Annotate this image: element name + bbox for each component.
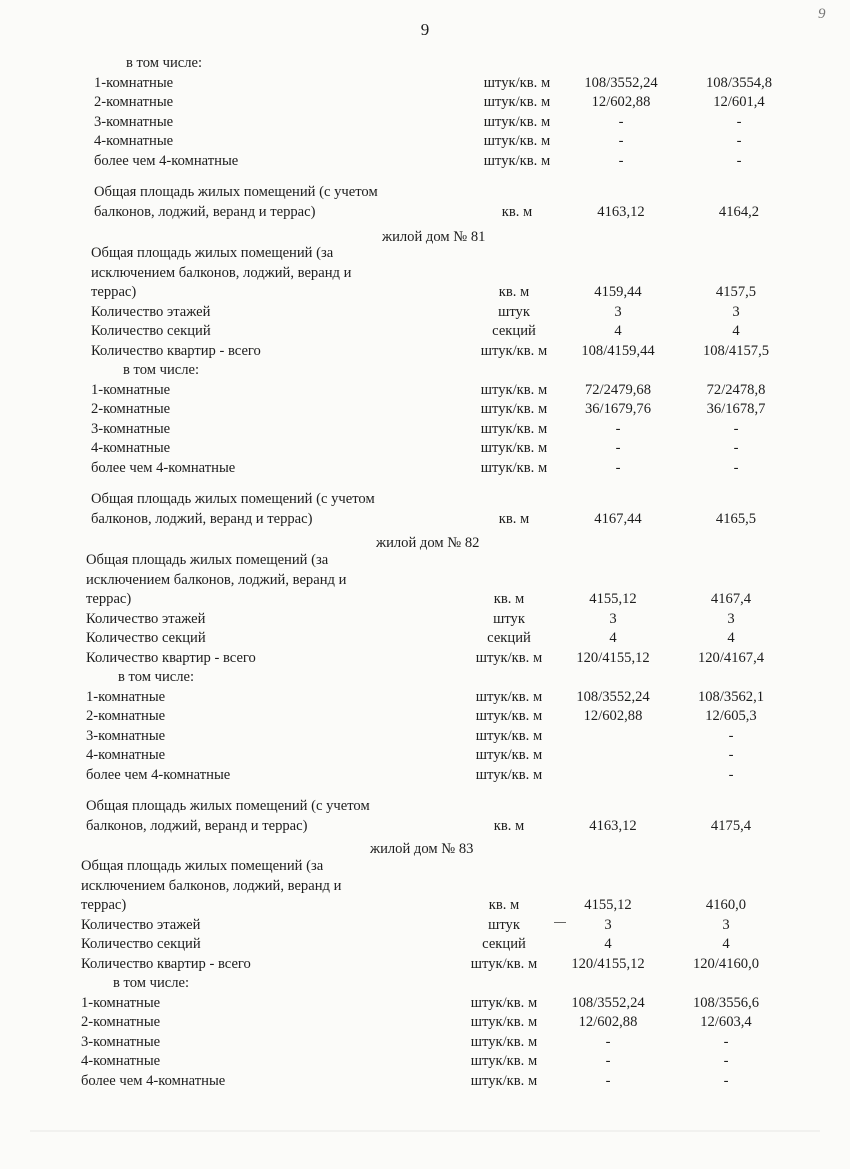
row-design-value: 12/602,88 [583, 708, 643, 724]
row-label: более чем 4-комнатные [81, 1072, 226, 1089]
table-row [91, 283, 831, 303]
row-unit: штук/кв. м [475, 727, 543, 744]
row-actual-value: - [728, 766, 734, 783]
row-label: 1-комнатные [86, 688, 166, 705]
row-unit: кв. м [493, 591, 525, 607]
table-row [81, 1072, 821, 1092]
row-unit: штук/кв. м [483, 152, 551, 169]
row-actual-value: 4167,4 [710, 591, 752, 607]
row-label: Количество этажей [91, 303, 211, 320]
row-actual-value: 120/4167,4 [697, 649, 765, 666]
row-unit: штук/кв. м [483, 113, 551, 130]
table-row [94, 183, 834, 203]
row-label: Общая площадь жилых помещений (с учетом [91, 491, 375, 507]
row-unit: штук/кв. м [475, 649, 543, 666]
row-design-value: 108/3552,24 [584, 74, 658, 91]
table-row [81, 1013, 821, 1033]
row-label: Общая площадь жилых помещений (за [81, 858, 324, 874]
row-design-value: - [605, 1072, 611, 1089]
row-actual-value: - [736, 133, 742, 149]
row-label: исключением балконов, лоджий, веранд и [81, 877, 342, 894]
table-row [91, 303, 831, 323]
row-unit: секций [492, 323, 536, 339]
row-actual-value: 4175,4 [710, 817, 752, 834]
table-row [81, 857, 821, 877]
pen-stroke [554, 922, 566, 923]
row-design-value: 120/4155,12 [576, 649, 650, 666]
row-label: Общая площадь жилых помещений (за [91, 245, 334, 261]
row-label: 2-комнатные [94, 94, 174, 110]
row-label: Количество квартир - всего [91, 342, 261, 359]
row-label: 3-комнатные [91, 420, 171, 437]
row-design-value: 4155,12 [589, 591, 637, 607]
row-label: 4-комнатные [86, 747, 166, 763]
row-design-value: - [618, 152, 624, 169]
row-unit: штук/кв. м [470, 1014, 538, 1030]
row-design-value: 3 [604, 916, 612, 933]
row-label: балконов, лоджий, веранд и террас) [91, 510, 313, 527]
row-label: балконов, лоджий, веранд и террас) [86, 817, 308, 834]
row-label: Количество квартир - всего [86, 649, 256, 666]
row-unit: штук/кв. м [475, 688, 543, 705]
row-label: в том числе: [126, 55, 203, 71]
row-label: более чем 4-комнатные [94, 152, 239, 169]
row-unit: штук [488, 916, 520, 933]
row-label: Общая площадь жилых помещений (за [86, 552, 329, 568]
row-label: 4-комнатные [81, 1053, 161, 1069]
row-label: в том числе: [113, 975, 190, 991]
table-row [86, 707, 826, 727]
table-row [94, 203, 834, 223]
table-row [91, 459, 831, 479]
table-row [86, 551, 826, 571]
table-row [86, 649, 826, 669]
row-label: 1-комнатные [94, 74, 174, 91]
table-row [94, 152, 834, 172]
row-label: 2-комнатные [86, 708, 166, 724]
row-label: 4-комнатные [91, 440, 171, 456]
row-design-value: - [618, 133, 624, 149]
row-unit: штук/кв. м [480, 401, 548, 417]
row-design-value: 108/3552,24 [571, 994, 645, 1011]
row-label: Количество квартир - всего [81, 955, 251, 972]
row-label: 2-комнатные [91, 401, 171, 417]
table-row [91, 361, 831, 381]
table-row [94, 54, 834, 74]
row-label: террас) [91, 284, 137, 300]
row-label: Количество секций [86, 630, 206, 646]
row-label: балконов, лоджий, веранд и террас) [94, 203, 316, 220]
table-row [94, 74, 834, 94]
row-actual-value: - [733, 420, 739, 437]
row-unit: кв. м [488, 897, 520, 913]
table-row [91, 420, 831, 440]
section-block [91, 244, 831, 529]
row-actual-value: 12/601,4 [713, 94, 765, 110]
row-actual-value: - [733, 459, 739, 476]
row-design-value: - [605, 1053, 611, 1069]
row-unit: кв. м [498, 510, 530, 527]
row-design-value: 3 [614, 303, 622, 320]
row-unit: штук/кв. м [480, 440, 548, 456]
row-design-value: 4 [609, 630, 617, 646]
row-label: 1-комнатные [91, 381, 171, 398]
row-design-value: 36/1679,76 [584, 401, 652, 417]
row-actual-value: 4164,2 [718, 203, 760, 220]
row-spacer [86, 785, 826, 797]
row-spacer [94, 171, 834, 183]
row-unit: штук/кв. м [483, 133, 551, 149]
table-row [86, 629, 826, 649]
table-row [94, 93, 834, 113]
row-design-value: 120/4155,12 [571, 955, 645, 972]
row-actual-value: - [733, 440, 739, 456]
table-row [81, 994, 821, 1014]
row-unit: штук/кв. м [480, 420, 548, 437]
row-unit: штук/кв. м [480, 459, 548, 476]
row-actual-value: - [728, 727, 734, 744]
row-label: 3-комнатные [81, 1033, 161, 1050]
row-design-value: 108/3552,24 [576, 688, 650, 705]
row-label: 1-комнатные [81, 994, 161, 1011]
row-design-value: 4167,44 [594, 510, 642, 527]
table-row [81, 877, 821, 897]
row-label: Общая площадь жилых помещений (с учетом [86, 798, 370, 814]
row-unit: секций [487, 630, 531, 646]
row-unit: кв. м [493, 817, 525, 834]
table-row [81, 1052, 821, 1072]
row-label: исключением балконов, лоджий, веранд и [86, 571, 347, 588]
section-block [86, 551, 826, 836]
section-heading: жилой дом № 82 [376, 535, 480, 551]
row-label: Общая площадь жилых помещений (с учетом [94, 184, 378, 200]
row-design-value: 108/4159,44 [581, 342, 655, 359]
row-label: террас) [81, 897, 127, 913]
row-label: в том числе: [123, 362, 200, 378]
row-actual-value: 4 [732, 323, 740, 339]
row-design-value: 12/602,88 [578, 1014, 638, 1030]
row-design-value: 3 [609, 610, 617, 627]
table-row [91, 439, 831, 459]
row-unit: секций [482, 936, 526, 952]
table-row [91, 244, 831, 264]
corner-handwritten-mark: 9 [818, 6, 826, 22]
row-design-value: 4163,12 [589, 817, 637, 834]
row-label: Количество секций [91, 323, 211, 339]
row-design-value: 4163,12 [597, 203, 645, 220]
section-block [81, 857, 821, 1091]
table-row [86, 688, 826, 708]
row-label: 3-комнатные [86, 727, 166, 744]
row-label: более чем 4-комнатные [91, 459, 236, 476]
row-unit: штук/кв. м [470, 955, 538, 972]
row-label: 3-комнатные [94, 113, 174, 130]
table-row [91, 381, 831, 401]
row-unit: штук/кв. м [475, 747, 543, 763]
row-actual-value: 108/3556,6 [692, 994, 760, 1011]
row-unit: штук/кв. м [470, 1033, 538, 1050]
table-row [86, 590, 826, 610]
row-design-value: - [615, 459, 621, 476]
row-actual-value: 12/603,4 [700, 1014, 752, 1030]
row-design-value: 4 [614, 323, 622, 339]
row-actual-value: 108/3554,8 [705, 74, 773, 91]
scan-shadow [30, 1130, 820, 1132]
table-row [94, 113, 834, 133]
row-label: 2-комнатные [81, 1014, 161, 1030]
row-unit: штук/кв. м [483, 94, 551, 110]
row-unit: кв. м [501, 203, 533, 220]
table-row [86, 817, 826, 837]
row-unit: штук [498, 303, 530, 320]
row-unit: штук/кв. м [480, 342, 548, 359]
row-label: Количество секций [81, 936, 201, 952]
row-label: исключением балконов, лоджий, веранд и [91, 264, 352, 281]
row-unit: штук [493, 610, 525, 627]
row-design-value: 4159,44 [594, 284, 642, 300]
row-actual-value: 4 [727, 630, 735, 646]
row-label: Количество этажей [86, 610, 206, 627]
row-actual-value: 4160,0 [705, 897, 747, 913]
table-row [94, 132, 834, 152]
table-row [81, 935, 821, 955]
table-row [86, 610, 826, 630]
row-actual-value: 3 [722, 916, 730, 933]
table-row [91, 400, 831, 420]
row-actual-value: - [723, 1072, 729, 1089]
row-actual-value: - [728, 747, 734, 763]
row-actual-value: - [736, 113, 742, 130]
row-design-value: - [615, 420, 621, 437]
table-row [81, 1033, 821, 1053]
table-row [81, 955, 821, 975]
row-unit: штук/кв. м [475, 766, 543, 783]
row-design-value: - [605, 1033, 611, 1050]
section-block [94, 54, 834, 222]
row-actual-value: - [723, 1053, 729, 1069]
table-row [86, 727, 826, 747]
row-design-value: 4155,12 [584, 897, 632, 913]
section-heading: жилой дом № 83 [370, 841, 474, 857]
table-row [81, 916, 821, 936]
row-actual-value: 3 [727, 610, 735, 627]
row-actual-value: 108/4157,5 [702, 342, 770, 359]
row-unit: штук/кв. м [480, 381, 548, 398]
row-actual-value: - [723, 1033, 729, 1050]
row-unit: штук/кв. м [483, 74, 551, 91]
table-row [81, 896, 821, 916]
row-actual-value: 3 [732, 303, 740, 320]
row-actual-value: 12/605,3 [705, 708, 757, 724]
row-unit: штук/кв. м [470, 1053, 538, 1069]
row-design-value: 72/2479,68 [584, 381, 652, 398]
row-actual-value: 4 [722, 936, 730, 952]
row-actual-value: 72/2478,8 [706, 381, 766, 398]
table-row [86, 746, 826, 766]
row-design-value: - [618, 113, 624, 130]
row-design-value: 12/602,88 [591, 94, 651, 110]
row-label: террас) [86, 591, 132, 607]
table-row [81, 974, 821, 994]
row-label: Количество этажей [81, 916, 201, 933]
row-actual-value: 4157,5 [715, 284, 757, 300]
page-number: 9 [420, 20, 430, 39]
table-row [86, 571, 826, 591]
row-label: более чем 4-комнатные [86, 766, 231, 783]
table-row [91, 490, 831, 510]
row-actual-value: 108/3562,1 [697, 688, 765, 705]
row-spacer [91, 478, 831, 490]
table-row [91, 342, 831, 362]
table-row [86, 668, 826, 688]
table-row [91, 322, 831, 342]
row-design-value: 4 [604, 936, 612, 952]
table-row [86, 766, 826, 786]
row-unit: штук/кв. м [470, 1072, 538, 1089]
row-label: 4-комнатные [94, 133, 174, 149]
row-unit: штук/кв. м [470, 994, 538, 1011]
row-unit: кв. м [498, 284, 530, 300]
row-actual-value: 36/1678,7 [706, 401, 766, 417]
section-heading: жилой дом № 81 [382, 229, 486, 245]
table-row [91, 264, 831, 284]
row-actual-value: - [736, 152, 742, 169]
row-actual-value: 4165,5 [715, 510, 757, 527]
table-row [91, 510, 831, 530]
row-actual-value: 120/4160,0 [692, 955, 760, 972]
row-unit: штук/кв. м [475, 708, 543, 724]
row-label: в том числе: [118, 669, 195, 685]
table-row [86, 797, 826, 817]
row-design-value: - [615, 440, 621, 456]
